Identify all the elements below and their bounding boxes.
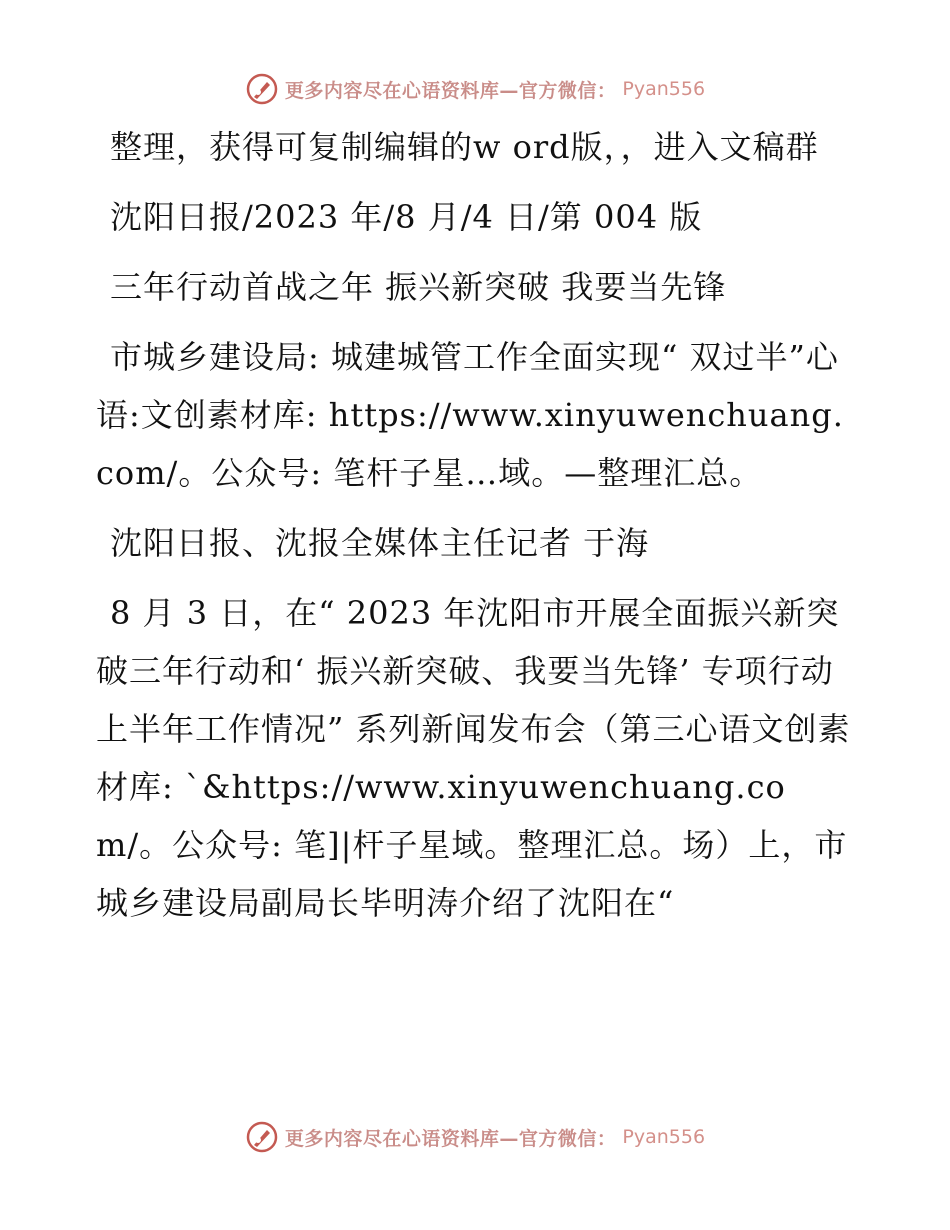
watermark-wechat-id: Pyan556	[622, 1126, 706, 1148]
body-paragraph: 8 月 3 日，在“ 2023 年沈阳市开展全面振兴新突破三年行动和‘ 振兴新突破、我要当先锋’ 专项行动上半年工作情况” 系列新闻发布会（第三心语文创素材库: `&https://www.xinyuwenchuang.com/。公众号: 笔]|杆子星域。整理汇总。场）上，市城乡建设局副局长毕明涛介绍了沈阳在“	[96, 594, 851, 922]
intro-paragraph: 整理，获得可复制编辑的w ord版，，进入文稿群	[110, 128, 819, 166]
quill-logo-icon	[245, 72, 279, 106]
header-watermark	[0, 72, 950, 106]
byline: 沈阳日报、沈报全媒体主任记者 于海	[110, 524, 650, 562]
document-body	[96, 118, 856, 944]
quill-logo-icon	[245, 1120, 279, 1154]
watermark-text: 更多内容尽在心语资料库—官方微信：	[284, 79, 617, 102]
footer-watermark	[0, 1120, 950, 1154]
subheadline: 市城乡建设局: 城建城管工作全面实现“ 双过半”心语:文创素材库: https://www.xinyuwenchuang.com/。公众号: 笔杆子星…域。—整理汇总。	[96, 338, 844, 492]
headline: 三年行动首战之年 振兴新突破 我要当先锋	[110, 268, 727, 306]
watermark-text: 更多内容尽在心语资料库—官方微信：	[284, 1127, 617, 1150]
publication-line: 沈阳日报/2023 年/8 月/4 日/第 004 版	[110, 198, 703, 236]
watermark-wechat-id: Pyan556	[622, 78, 706, 100]
